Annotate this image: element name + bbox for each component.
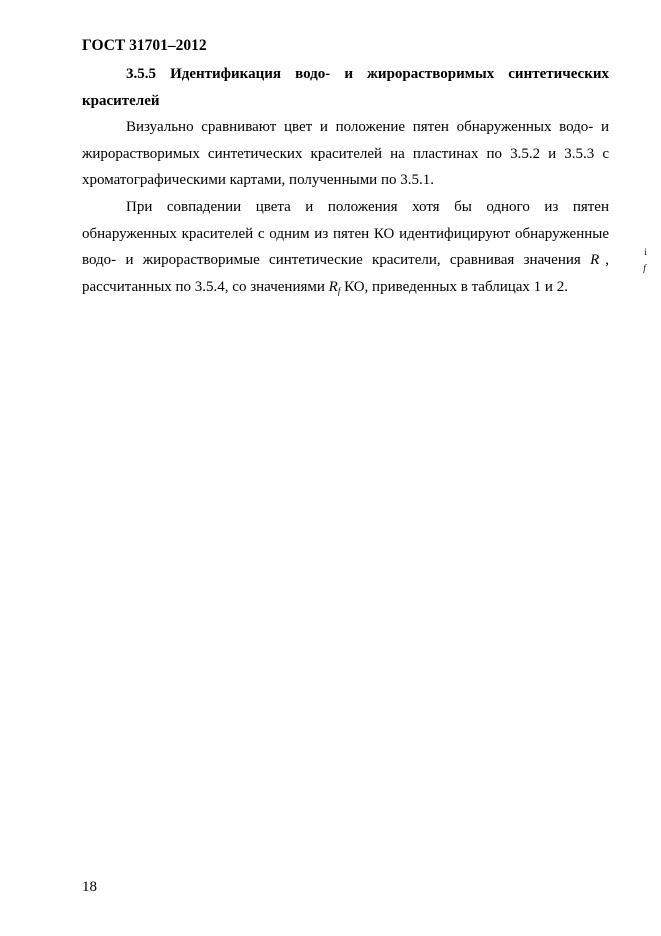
paragraph-1: Визуально сравнивают цвет и положение пятен обнаруженных водо- и жирорастворимых синтетических красителей на пластинах по 3.5.2 и 3.5.3 с хроматографическими картами, полученными по 3.5.1. <box>82 119 609 189</box>
document-header: ГОСТ 31701–2012 <box>82 37 207 54</box>
paragraph-2-text-b: , рассчитанных по 3.5.4, со значениями <box>82 252 609 295</box>
paragraph-2-text-a: При совпадении цвета и положения хотя бы одного из пятен обнаруженных красителей с одним из пятен КО идентифицируют обнаруженные водо- и жирорастворимые синтетические красители, сравнивая значения <box>82 198 609 269</box>
document-body <box>82 61 647 300</box>
section-heading <box>82 61 609 114</box>
page-number: 18 <box>82 879 97 895</box>
rf-symbol: $R_f$ <box>328 278 341 296</box>
paragraph-2-text-c: КО, приведенных в таблицах 1 и 2. <box>340 278 568 295</box>
rf-symbol-i: R i f <box>590 247 647 274</box>
section-title: Идентификация водо- и жирорастворимых синтетических красителей <box>82 66 610 109</box>
paragraph-2 <box>82 194 647 300</box>
section-number: 3.5.5 <box>126 66 156 82</box>
